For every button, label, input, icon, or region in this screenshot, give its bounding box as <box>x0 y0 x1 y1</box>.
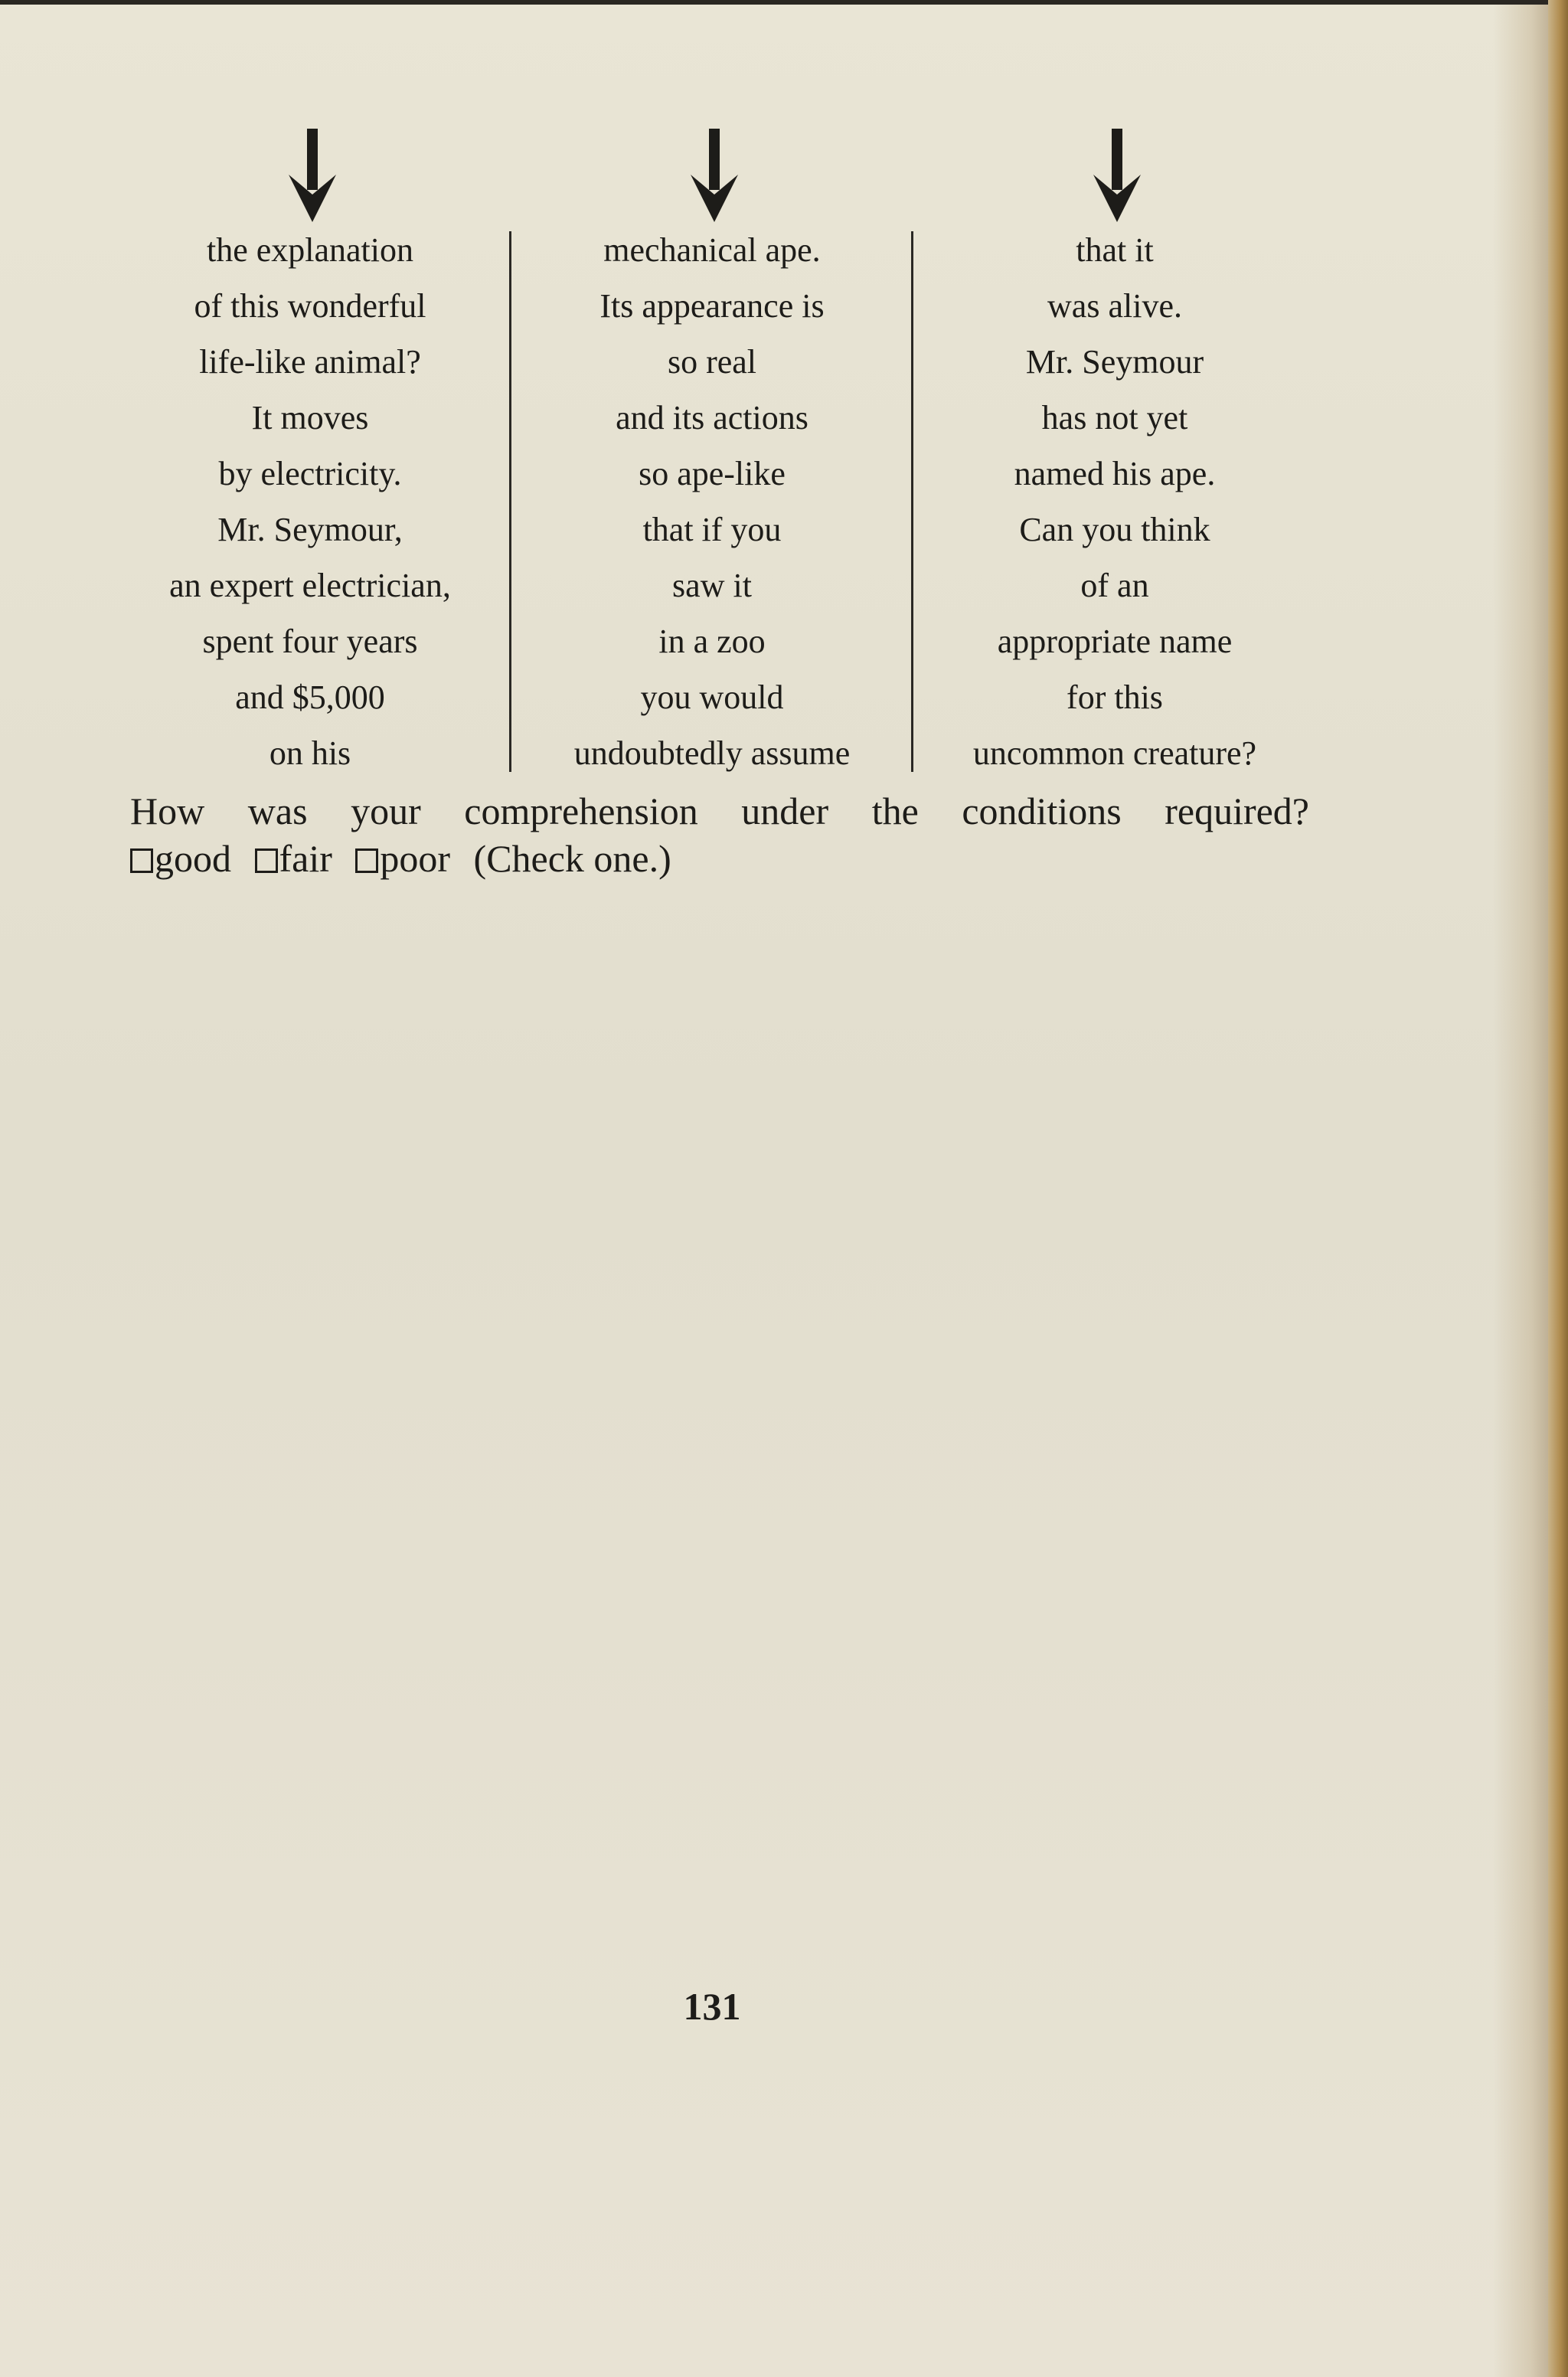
comprehension-options <box>130 835 671 882</box>
text-column-3 <box>923 222 1306 781</box>
column-line: of this wonderful <box>194 287 426 325</box>
column-line: an expert electrician, <box>169 567 451 604</box>
down-arrow-icon <box>689 129 740 225</box>
column-line: saw it <box>672 567 752 604</box>
column-line: It moves <box>251 399 369 436</box>
column-line: so real <box>667 343 757 381</box>
column-line: life-like animal? <box>199 343 421 381</box>
checkbox-icon[interactable] <box>130 848 153 873</box>
column-line: appropriate name <box>997 623 1233 660</box>
column-line: Mr. Seymour <box>1025 343 1204 381</box>
column-line: you would <box>640 678 784 716</box>
column-line: spent four years <box>202 623 418 660</box>
column-line: mechanical ape. <box>603 231 821 269</box>
option-label: good <box>155 837 231 880</box>
text-column-2 <box>521 222 903 781</box>
column-line: in a zoo <box>658 623 766 660</box>
column-line: so ape-like <box>639 455 786 492</box>
column-line: that it <box>1076 231 1154 269</box>
option-label: poor <box>380 837 451 880</box>
column-line: by electricity. <box>218 455 402 492</box>
checkbox-icon[interactable] <box>355 848 378 873</box>
column-line: and $5,000 <box>235 678 385 716</box>
column-line: Its appearance is <box>599 287 825 325</box>
column-divider <box>911 231 913 772</box>
column-line: Mr. Seymour, <box>217 511 403 548</box>
down-arrow-icon <box>1092 129 1142 225</box>
column-line: the explanation <box>206 231 413 269</box>
down-arrow-icon <box>287 129 338 225</box>
column-line: undoubtedly assume <box>573 734 851 772</box>
column-line: Can you think <box>1019 511 1210 548</box>
check-one-instruction: (Check one.) <box>473 837 671 880</box>
option-poor[interactable] <box>355 835 450 882</box>
option-good[interactable] <box>130 835 231 882</box>
option-label: fair <box>279 837 332 880</box>
text-column-1 <box>119 222 501 781</box>
column-line: was alive. <box>1047 287 1182 325</box>
column-line: and its actions <box>616 399 808 436</box>
column-line: for this <box>1067 678 1163 716</box>
column-line: on his <box>269 734 351 772</box>
checkbox-icon[interactable] <box>255 848 278 873</box>
option-fair[interactable] <box>255 835 332 882</box>
column-divider <box>509 231 511 772</box>
page-right-edge <box>1548 0 1568 2377</box>
column-line: of an <box>1080 567 1149 604</box>
page-number: 131 <box>683 1985 741 2028</box>
column-line: named his ape. <box>1014 455 1216 492</box>
column-line: uncommon creature? <box>972 734 1257 772</box>
column-line: that if you <box>642 511 782 548</box>
comprehension-question: How was your comprehension under the conditions required? <box>130 790 1309 832</box>
column-line: has not yet <box>1041 399 1188 436</box>
page-top-edge <box>0 0 1568 5</box>
